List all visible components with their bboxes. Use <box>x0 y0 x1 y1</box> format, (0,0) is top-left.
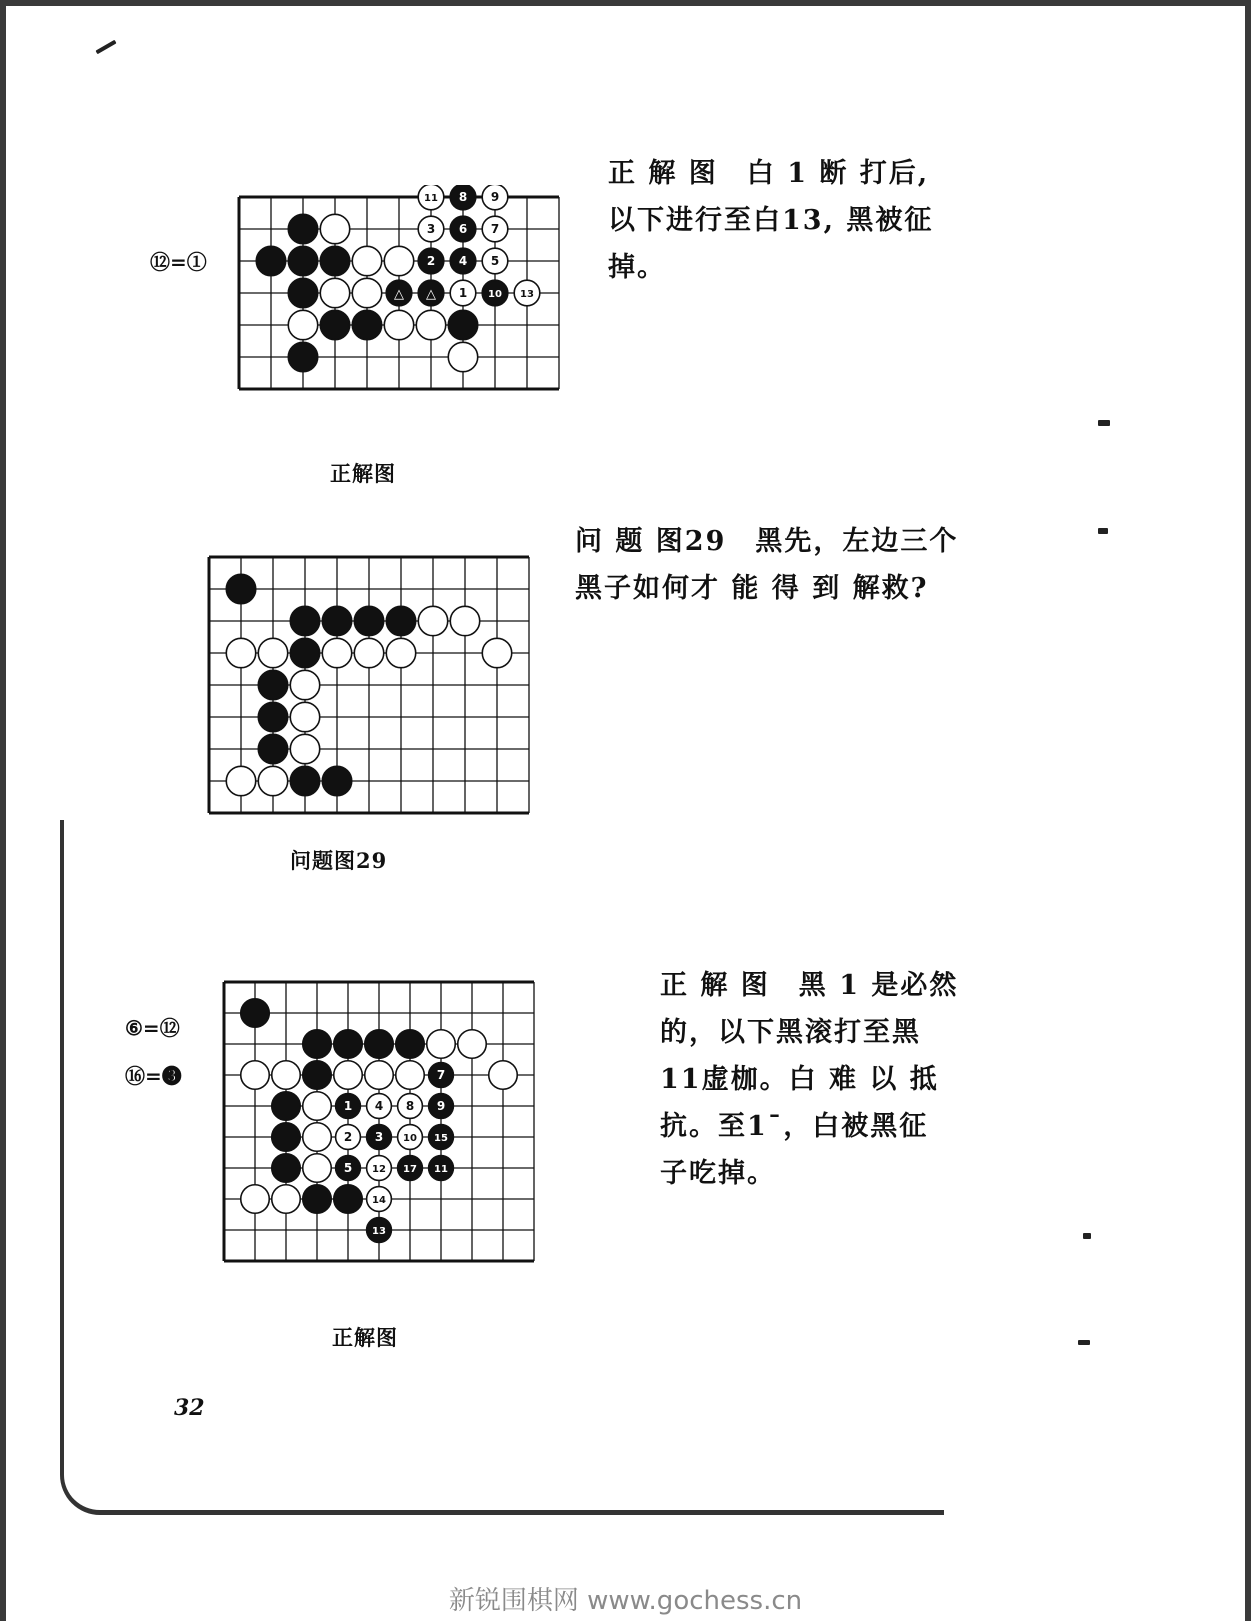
white-stone <box>450 606 479 635</box>
move-number: 2 <box>426 254 436 268</box>
white-stone <box>384 310 413 339</box>
white-stone <box>334 1061 363 1090</box>
white-stone <box>290 702 319 731</box>
text-line: 掉。 <box>608 252 666 283</box>
white-stone <box>303 1092 332 1121</box>
white-stone <box>272 1061 301 1090</box>
black-stone <box>334 1030 363 1059</box>
white-stone <box>354 638 383 667</box>
white-stone <box>290 734 319 763</box>
text-line: 11虚枷。白 难 以 抵 <box>660 1064 939 1095</box>
move-number: 5 <box>343 1161 353 1175</box>
move-number: 9 <box>436 1099 446 1113</box>
black-stone <box>272 1154 301 1183</box>
diagram2-description <box>575 518 958 612</box>
black-stone <box>288 278 317 307</box>
white-stone <box>418 606 447 635</box>
move-number: 13 <box>520 289 534 300</box>
white-stone <box>226 638 255 667</box>
move-number: 3 <box>426 222 436 236</box>
text-line: 子吃掉。 <box>660 1158 776 1189</box>
white-stone <box>352 246 381 275</box>
white-stone <box>448 342 477 371</box>
diagram3-caption: 正解图 <box>332 1325 398 1350</box>
diagram3-side-note: ⑯=❸ <box>125 1064 182 1088</box>
black-stone <box>226 574 255 603</box>
move-number: 12 <box>372 1164 386 1175</box>
move-number: 1 <box>458 286 468 300</box>
move-number: 6 <box>458 222 468 236</box>
text-line: 问 题 图29 黑先，左边三个 <box>575 526 959 557</box>
move-number: 10 <box>488 289 502 300</box>
black-stone <box>448 310 477 339</box>
white-stone <box>396 1061 425 1090</box>
white-stone <box>241 1185 270 1214</box>
move-number: 14 <box>372 1195 386 1206</box>
white-stone <box>241 1061 270 1090</box>
black-stone <box>396 1030 425 1059</box>
diagram1-description <box>608 150 933 291</box>
move-number: 10 <box>403 1133 417 1144</box>
black-stone <box>354 606 383 635</box>
diagram1-side-note: ⑫=① <box>150 250 207 274</box>
scan-speck <box>1078 1340 1090 1345</box>
move-number: 13 <box>372 1226 386 1237</box>
black-stone <box>290 638 319 667</box>
black-stone <box>290 606 319 635</box>
triangle-mark: △ <box>426 287 436 302</box>
black-stone <box>303 1030 332 1059</box>
scan-speck <box>1098 528 1108 534</box>
go-board-diagram2 <box>195 545 550 820</box>
diagram3-side-note: ⑥=⑫ <box>125 1016 180 1040</box>
black-stone <box>352 310 381 339</box>
white-stone <box>320 214 349 243</box>
black-stone <box>322 606 351 635</box>
black-stone <box>258 734 287 763</box>
black-stone <box>272 1092 301 1121</box>
move-number: 4 <box>458 254 468 268</box>
go-board-diagram3 <box>210 970 570 1275</box>
move-number: 4 <box>374 1099 384 1113</box>
move-number: 1 <box>343 1099 353 1113</box>
text-line: 的，以下黑滚打至黑 <box>660 1017 921 1048</box>
white-stone <box>416 310 445 339</box>
white-stone <box>290 670 319 699</box>
black-stone <box>334 1185 363 1214</box>
move-number: 17 <box>403 1164 417 1175</box>
go-board-diagram1 <box>225 185 570 400</box>
white-stone <box>458 1030 487 1059</box>
white-stone <box>322 638 351 667</box>
triangle-mark: △ <box>394 287 404 302</box>
move-number: 7 <box>436 1068 446 1082</box>
black-stone <box>386 606 415 635</box>
move-number: 15 <box>434 1133 448 1144</box>
white-stone <box>258 638 287 667</box>
text-line: 抗。至1¯，白被黑征 <box>660 1111 929 1142</box>
black-stone <box>288 214 317 243</box>
white-stone <box>352 278 381 307</box>
text-line: 正 解 图 白 1 断 打后, <box>608 158 930 189</box>
black-stone <box>288 246 317 275</box>
move-number: 9 <box>490 190 500 204</box>
black-stone <box>303 1185 332 1214</box>
white-stone <box>320 278 349 307</box>
move-number: 7 <box>490 222 500 236</box>
black-stone <box>258 702 287 731</box>
black-stone <box>320 246 349 275</box>
move-number: 5 <box>490 254 500 268</box>
diagram3-description <box>660 962 958 1197</box>
white-stone <box>489 1061 518 1090</box>
move-number: 8 <box>458 190 468 204</box>
move-number: 2 <box>343 1130 353 1144</box>
text-line: 正 解 图 黑 1 是必然 <box>660 970 959 1001</box>
white-stone <box>288 310 317 339</box>
white-stone <box>482 638 511 667</box>
white-stone <box>303 1123 332 1152</box>
white-stone <box>303 1154 332 1183</box>
diagram1-caption: 正解图 <box>330 461 396 486</box>
move-number: 11 <box>424 193 438 204</box>
white-stone <box>384 246 413 275</box>
white-stone <box>258 766 287 795</box>
watermark: 新锐围棋网 www.gochess.cn <box>448 1586 803 1616</box>
black-stone <box>303 1061 332 1090</box>
text-line: 黑子如何才 能 得 到 解救? <box>575 573 929 604</box>
white-stone <box>427 1030 456 1059</box>
page-number: 32 <box>174 1395 205 1421</box>
black-stone <box>365 1030 394 1059</box>
white-stone <box>272 1185 301 1214</box>
move-number: 3 <box>374 1130 384 1144</box>
black-stone <box>320 310 349 339</box>
text-line: 以下进行至白13, 黑被征 <box>608 205 934 236</box>
move-number: 11 <box>434 1164 448 1175</box>
black-stone <box>258 670 287 699</box>
black-stone <box>322 766 351 795</box>
diagram2-caption: 问题图29 <box>290 848 388 873</box>
white-stone <box>386 638 415 667</box>
scan-speck <box>1098 420 1110 426</box>
black-stone <box>241 999 270 1028</box>
black-stone <box>288 342 317 371</box>
black-stone <box>272 1123 301 1152</box>
white-stone <box>365 1061 394 1090</box>
board-grid <box>209 557 529 813</box>
scan-speck <box>1083 1233 1091 1239</box>
white-stone <box>226 766 255 795</box>
move-number: 8 <box>405 1099 415 1113</box>
black-stone <box>290 766 319 795</box>
black-stone <box>256 246 285 275</box>
